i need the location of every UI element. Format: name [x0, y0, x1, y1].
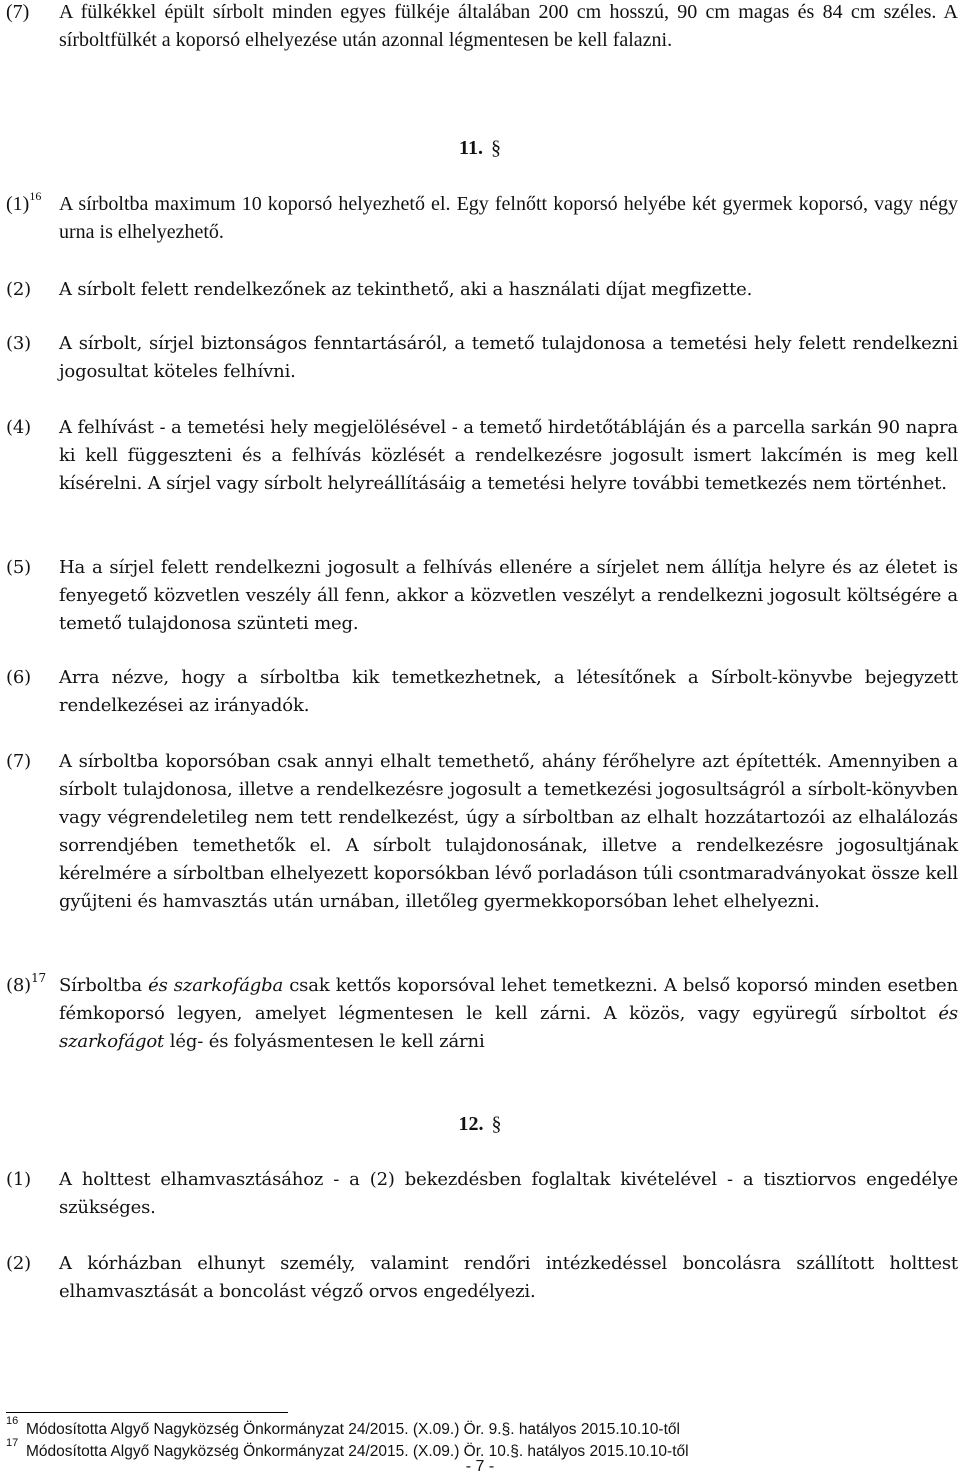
paragraph-number: (7) — [6, 751, 32, 772]
italic-phrase: és szarkofágot — [59, 1003, 958, 1052]
section-sign: § — [491, 1113, 502, 1135]
paragraph-text: A fülkékkel épült sírbolt minden egyes fülkéje általában 200 cm hosszú, 90 cm magas és 84 cm széles. A sírboltfülkét a koporsó elhelyezése után azonnal légmentesen be kell falazni. — [59, 1, 958, 51]
paragraph-text: Arra nézve, hogy a sírboltba kik temetkezhetnek, a létesítőnek a Sírbolt-könyvbe bejegyzett rendelkezései az irányadók. — [59, 667, 958, 716]
paragraph-number: (4) — [6, 417, 32, 438]
section-11-paragraph-3 — [0, 330, 958, 386]
section-number: 12. — [458, 1113, 484, 1135]
paragraph-text: Sírboltba és szarkofágba csak kettős koporsóval lehet temetkezni. A belső koporsó minden esetben fémkoporsó legyen, amelyet légmentesen le kell zárni. A közös, vagy együregű sírboltot és szarkofágot lég- és folyásmentesen le kell zárni — [59, 975, 958, 1052]
italic-phrase: és szarkofágba — [148, 975, 284, 996]
paragraph-number: (3) — [6, 333, 32, 354]
paragraph-text: A kórházban elhunyt személy, valamint rendőri intézkedéssel boncolásra szállított holttest elhamvasztását a boncolást végző orvos engedélyezi. — [59, 1253, 958, 1302]
section-11-paragraph-5 — [0, 554, 958, 638]
section-heading-11 — [0, 137, 960, 160]
section-sign: § — [490, 137, 501, 159]
section-11-paragraph-7 — [0, 748, 958, 916]
footnote-separator — [6, 1412, 288, 1413]
footnote-text: Módosította Algyő Nagyközség Önkormányzat 24/2015. (X.09.) Ör. 9.§. hatályos 2015.10.10-től — [26, 1421, 680, 1438]
section-11-paragraph-2 — [0, 276, 958, 304]
paragraph-number: (2) — [6, 1253, 32, 1274]
section-11-paragraph-4 — [0, 414, 958, 498]
section-11-paragraph-6 — [0, 664, 958, 720]
paragraph-number: (7) — [6, 1, 30, 23]
paragraph-text: A sírbolt felett rendelkezőnek az tekinthető, aki a használati díjat megfizette. — [59, 279, 753, 300]
paragraph-text: A sírboltba maximum 10 koporsó helyezhető el. Egy felnőtt koporsó helyébe két gyermek koporsó, vagy négy urna is elhelyezhető. — [59, 193, 958, 243]
section-11-paragraph-1 — [0, 190, 958, 246]
paragraph-text: A felhívást - a temetési hely megjelölésével - a temető hirdetőtábláján és a parcella sarkán 90 napra ki kell függeszteni és a felhívás közlését a rendelkezésre jogosult ismert lakcímén is meg kell kísérelni. A sírjel vagy sírbolt helyreállításáig a temetési helyre további temetkezés nem történhet. — [59, 417, 958, 494]
paragraph-text: A sírbolt, sírjel biztonságos fenntartásáról, a temető tulajdonosa a temetési hely felett rendelkezni jogosultat köteles felhívni. — [59, 333, 958, 382]
footnote-text: Módosította Algyő Nagyközség Önkormányzat 24/2015. (X.09.) Ör. 10.§. hatályos 2015.10.10-től — [26, 1443, 689, 1460]
section-number: 11. — [459, 137, 483, 159]
paragraph-text: A sírboltba koporsóban csak annyi elhalt temethető, ahány férőhelyre azt építették. Amennyiben a sírbolt tulajdonosa, illetve a rendelkezésre jogosult a temetkezési jogosultságról a sírbolt-könyvben vagy végrendeletileg nem tett rendelkezést, úgy a sírboltban az elhalt hozzátartozói az elhalálozás sorrendjében temethetők el. A sírbolt tulajdonosának, illetve a rendelkezésre jogosultjának kérelmére a sírboltban elhelyezett koporsókban lévő porladáson túli csontmaradványokat össze kell gyűjteni és hamvasztás után urnában, illetőleg gyermekkoporsóban lehet elhelyezni. — [59, 751, 958, 912]
footnote-17: $^{17}$Módosította Algyő Nagyközség Önkormányzat 24/2015. (X.09.) Ör. 10.§. hatályos 2015.10.10-től — [6, 1436, 689, 1460]
footnote-ref-16: 16 — [29, 189, 42, 204]
paragraph-number: (1) — [6, 1169, 32, 1190]
paragraph-number: (5) — [6, 557, 32, 578]
section-12-paragraph-1 — [0, 1166, 958, 1222]
section-11-paragraph-8 — [0, 972, 958, 1056]
paragraph-7-top — [0, 0, 958, 54]
paragraph-number: (2) — [6, 279, 32, 300]
paragraph-number: $(1)^{16}$ — [6, 189, 42, 215]
section-12-paragraph-2 — [0, 1250, 958, 1306]
paragraph-text: A holttest elhamvasztásához - a (2) bekezdésben foglaltak kivételével - a tisztiorvos engedélye szükséges. — [59, 1169, 958, 1218]
paragraph-text: Ha a sírjel felett rendelkezni jogosult a felhívás ellenére a sírjelet nem állítja helyre és az életet is fenyegető közvetlen veszély áll fenn, akkor a közvetlen veszélyt a rendelkezni jogosult költségére a temető tulajdonosa szünteti meg. — [59, 557, 958, 634]
paragraph-number: $(8)^{17}$ — [6, 971, 47, 996]
page-number: - 7 - — [465, 1458, 495, 1475]
paragraph-number: (6) — [6, 667, 32, 688]
section-heading-12 — [0, 1113, 960, 1136]
footnote-16: $^{16}$Módosította Algyő Nagyközség Önkormányzat 24/2015. (X.09.) Ör. 9.§. hatályos 2015.10.10-től — [6, 1414, 680, 1438]
footnote-ref-17: 17 — [31, 971, 47, 985]
